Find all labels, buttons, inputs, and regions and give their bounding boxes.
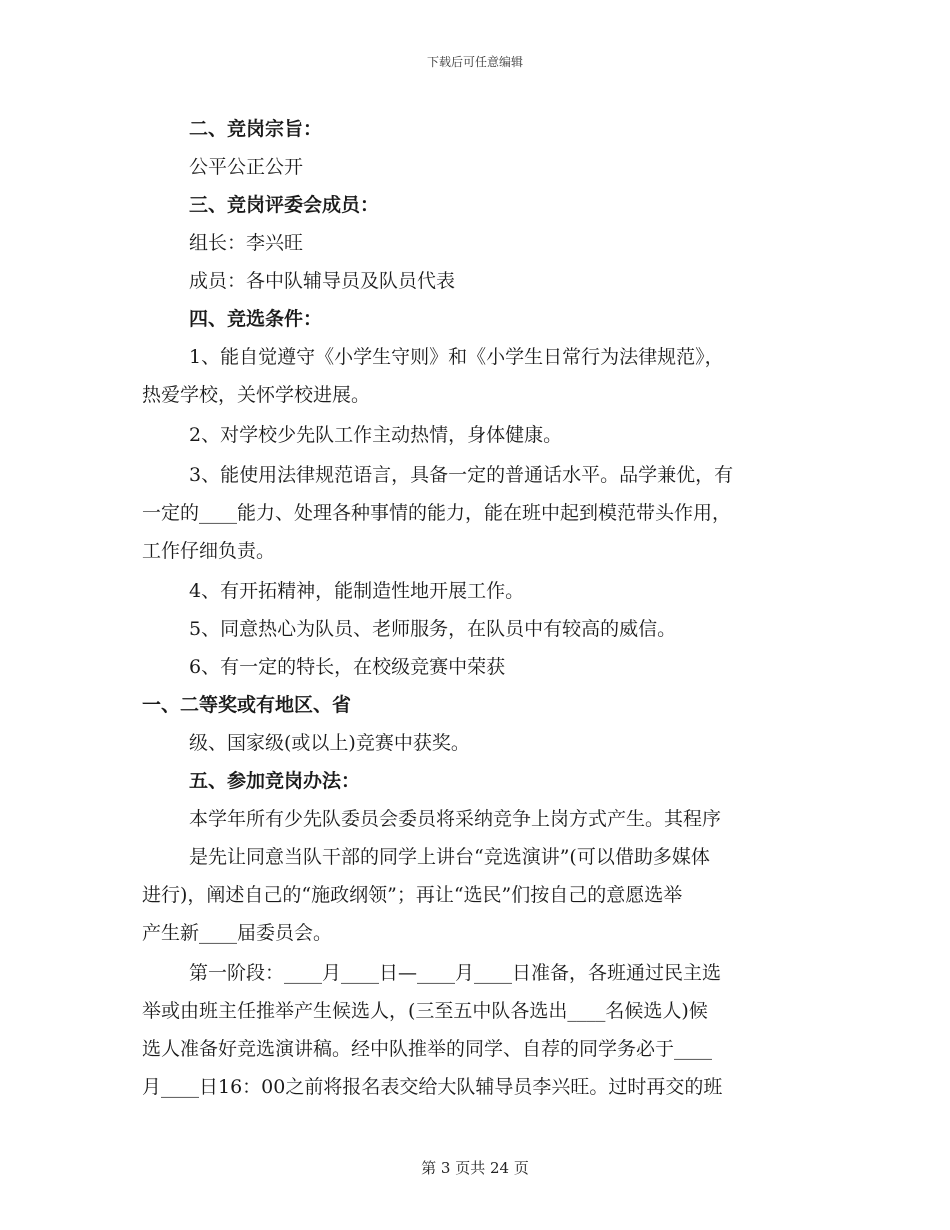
paragraph-line: 产生新____届委员会。	[142, 922, 333, 944]
paragraph-line: 本学年所有少先队委员会委员将采纳竞争上岗方式产生。其程序	[189, 808, 722, 830]
paragraph-line: 选人准备好竞选演讲稿。经中队推举的同学、自荐的同学务必于____	[142, 1038, 713, 1060]
paragraph-line: 公平公正公开	[189, 156, 304, 178]
paragraph-line: 6、有一定的特长，在校级竞赛中荣获	[189, 656, 506, 678]
page-footer: 第 3 页共 24 页	[421, 1159, 529, 1177]
paragraph-line: 1、能自觉遵守《小学生守则》和《小学生日常行为法律规范》，	[189, 346, 724, 368]
section-heading: 一、二等奖或有地区、省	[142, 694, 352, 716]
paragraph-line: 进行)，阐述自己的“施政纲领”；再让“选民”们按自己的意愿选举	[142, 884, 683, 906]
paragraph-line: 热爱学校，关怀学校进展。	[142, 384, 371, 406]
section-heading: 三、竞岗评委会成员：	[189, 194, 380, 216]
document-body	[142, 110, 808, 1106]
paragraph-line: 级、国家级(或以上)竞赛中获奖。	[189, 732, 470, 754]
paragraph-line: 工作仔细负责。	[142, 540, 276, 562]
paragraph-line: 5、同意热心为队员、老师服务，在队员中有较高的威信。	[189, 618, 677, 640]
paragraph-line: 举或由班主任推举产生候选人，(三至五中队各选出____名候选人)候	[142, 1000, 708, 1022]
paragraph-line: 组长：李兴旺	[189, 232, 304, 254]
section-heading: 四、竞选条件：	[189, 308, 323, 330]
paragraph-line: 成员：各中队辅导员及队员代表	[189, 270, 456, 292]
paragraph-line: 2、对学校少先队工作主动热情，身体健康。	[189, 424, 563, 446]
paragraph-line: 4、有开拓精神，能制造性地开展工作。	[189, 580, 525, 602]
paragraph-line: 第一阶段：____月____日—____月____日准备，各班通过民主选	[189, 962, 722, 984]
paragraph-line: 是先让同意当队干部的同学上讲台“竞选演讲”(可以借助多媒体	[189, 846, 710, 868]
paragraph-line: 3、能使用法律规范语言，具备一定的普通话水平。品学兼优，有	[189, 464, 734, 486]
section-heading: 二、竞岗宗旨：	[189, 118, 323, 140]
section-heading: 五、参加竞岗办法：	[189, 770, 361, 792]
paragraph-line: 一定的____能力、处理各种事情的能力，能在班中起到模范带头作用，	[142, 502, 732, 524]
page-header: 下载后可任意编辑	[426, 55, 523, 69]
paragraph-line: 月____日16：00之前将报名表交给大队辅导员李兴旺。过时再交的班	[142, 1076, 723, 1098]
